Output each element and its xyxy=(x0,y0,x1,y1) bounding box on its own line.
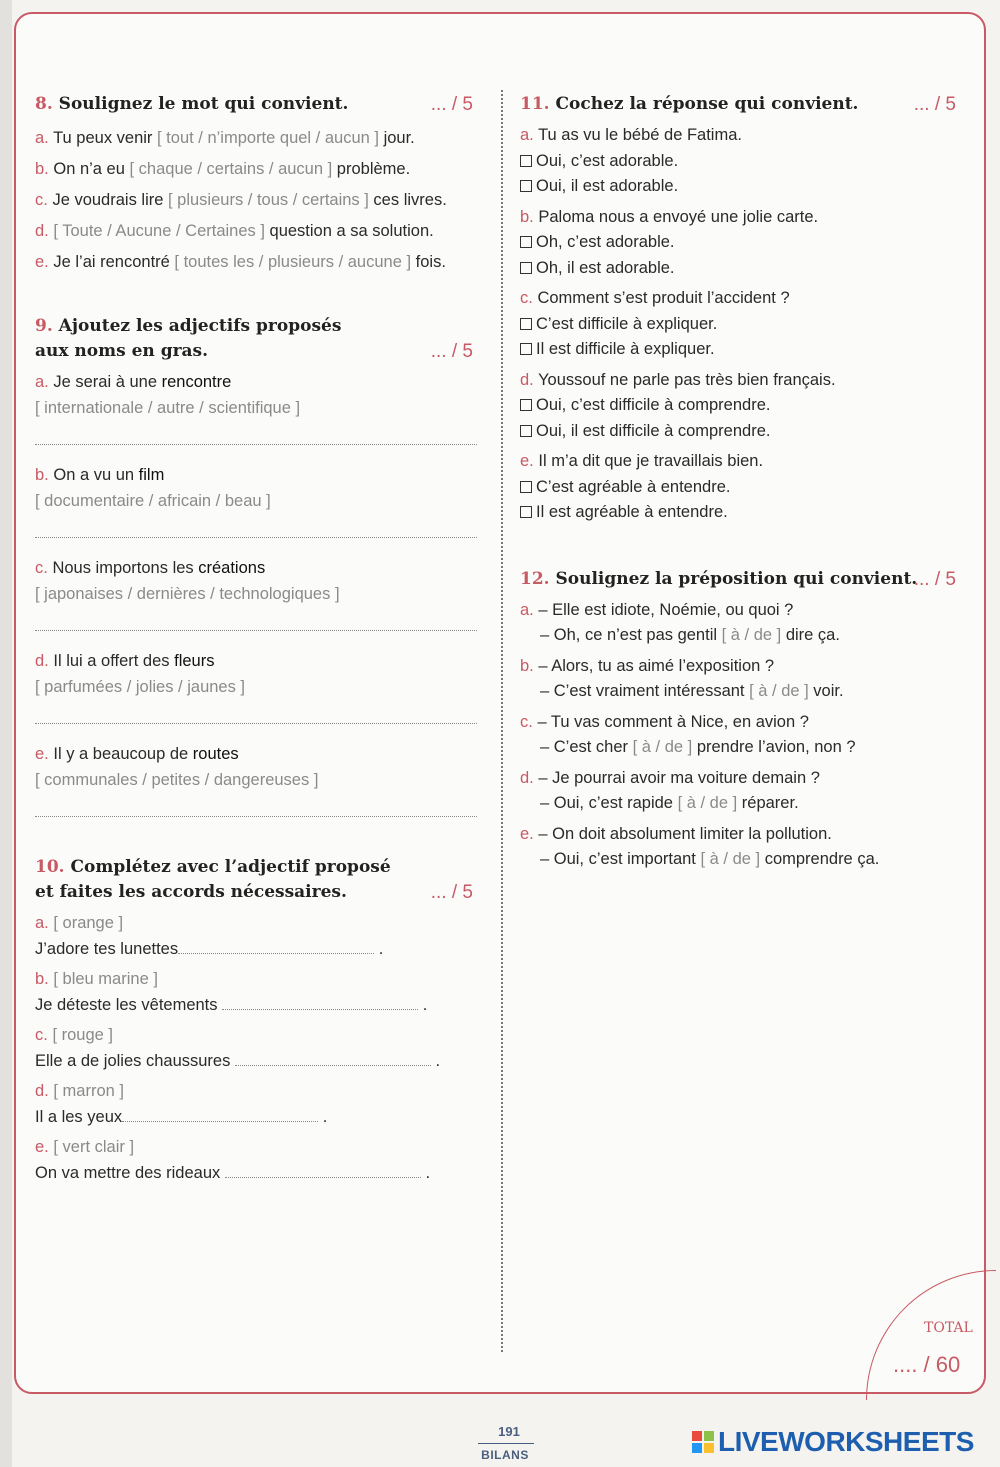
dialogue-line: – Oh, ce n’est pas gentil xyxy=(540,626,722,644)
checkbox[interactable] xyxy=(520,425,532,437)
exercise-12-title xyxy=(520,567,960,592)
exercise-item xyxy=(35,463,485,538)
exercise-item xyxy=(520,123,960,200)
question-text: Youssouf ne parle pas très bien français. xyxy=(538,370,836,389)
answer-line[interactable] xyxy=(35,815,477,817)
adjective-hint: [ marron ] xyxy=(53,1082,124,1100)
word-options[interactable]: [ Toute / Aucune / Certaines ] xyxy=(53,222,265,240)
item-text: Tu peux venir xyxy=(53,129,158,147)
word-options[interactable]: [ plusieurs / tous / certains ] xyxy=(168,191,369,209)
brand-name: LIVEWORKSHEETS xyxy=(718,1426,974,1457)
exercise-10-title xyxy=(35,855,485,905)
exercise-item xyxy=(520,822,960,873)
word-options[interactable]: [ chaque / certains / aucun ] xyxy=(129,160,333,178)
answer-option: Oui, il est difficile à comprendre. xyxy=(536,421,771,440)
item-letter: a. xyxy=(35,914,49,932)
exercise-11 xyxy=(520,92,960,526)
item-text: Je déteste les vêtements xyxy=(35,995,218,1014)
page-number-rule xyxy=(478,1443,534,1444)
liveworksheets-logo-icon xyxy=(692,1431,714,1453)
item-text: Il lui a offert des xyxy=(53,652,175,670)
exercise-instruction: et faites les accords nécessaires. xyxy=(35,882,347,902)
checkbox[interactable] xyxy=(520,155,532,167)
word-options[interactable]: [ tout / n’importe quel / aucun ] xyxy=(157,129,379,147)
item-letter: a. xyxy=(35,129,49,147)
checkbox[interactable] xyxy=(520,262,532,274)
answer-option: Il est difficile à expliquer. xyxy=(536,340,715,358)
dialogue-line: – C’est vraiment intéressant xyxy=(540,682,750,700)
item-letter: b. xyxy=(35,160,49,178)
answer-blank[interactable] xyxy=(225,1163,421,1178)
exercise-item xyxy=(35,742,485,817)
dialogue-line: comprendre ça. xyxy=(760,850,880,868)
scan-gutter xyxy=(0,0,12,1467)
checkbox[interactable] xyxy=(520,343,532,355)
item-text: Il y a beaucoup de xyxy=(53,745,193,763)
exercise-score: ... / 5 xyxy=(913,94,956,115)
exercise-instruction: aux noms en gras. xyxy=(35,341,209,361)
bold-noun: routes xyxy=(192,745,239,763)
item-text: On va mettre des rideaux xyxy=(35,1163,221,1182)
item-letter: b. xyxy=(520,656,534,675)
item-text: jour. xyxy=(378,129,415,147)
exercise-item xyxy=(35,247,485,278)
item-letter: d. xyxy=(35,1082,49,1100)
checkbox[interactable] xyxy=(520,318,532,330)
exercise-instruction: Ajoutez les adjectifs proposés xyxy=(58,316,342,336)
exercise-item xyxy=(35,911,485,962)
period: . xyxy=(322,1107,328,1126)
item-letter: b. xyxy=(520,207,534,226)
exercise-item xyxy=(520,710,960,761)
dialogue-line: – Tu vas comment à Nice, en avion ? xyxy=(537,712,809,731)
exercise-item xyxy=(520,286,960,363)
period: . xyxy=(378,939,384,958)
item-letter: d. xyxy=(35,652,49,670)
preposition-options[interactable]: [ à / de ] xyxy=(700,850,761,868)
item-letter: a. xyxy=(520,126,534,144)
item-letter: a. xyxy=(520,600,534,619)
exercise-item xyxy=(35,1135,485,1186)
item-letter: e. xyxy=(520,824,534,843)
exercise-instruction: Soulignez le mot qui convient. xyxy=(58,94,349,114)
exercise-item xyxy=(35,185,485,216)
question-text: Tu as vu le bébé de Fatima. xyxy=(538,126,742,144)
checkbox[interactable] xyxy=(520,506,532,518)
answer-option: Oui, il est adorable. xyxy=(536,177,679,195)
item-letter: d. xyxy=(520,370,534,389)
item-text: On n’a eu xyxy=(53,160,130,178)
item-text: J’adore tes lunettes xyxy=(35,939,179,958)
item-text: Il a les yeux xyxy=(35,1107,123,1126)
exercise-item xyxy=(520,654,960,705)
exercise-item xyxy=(520,449,960,526)
exercise-item xyxy=(520,598,960,649)
answer-line[interactable] xyxy=(35,536,477,538)
exercise-number: 11. xyxy=(520,94,550,114)
answer-option: Oui, c’est difficile à comprendre. xyxy=(536,396,771,414)
dialogue-line: – Je pourrai avoir ma voiture demain ? xyxy=(538,768,820,787)
item-letter: b. xyxy=(35,970,49,988)
dialogue-line: – Alors, tu as aimé l’exposition ? xyxy=(538,656,775,675)
exercise-item xyxy=(35,556,485,631)
item-text: fois. xyxy=(411,253,446,271)
exercise-number: 8. xyxy=(35,94,53,114)
item-text: ces livres. xyxy=(368,191,447,209)
answer-option: Oh, il est adorable. xyxy=(536,258,675,277)
item-letter: c. xyxy=(35,191,48,209)
total-score: .... / 60 xyxy=(893,1352,961,1377)
period: . xyxy=(435,1051,441,1070)
dialogue-line: – C’est cher xyxy=(540,738,633,756)
exercise-item xyxy=(35,967,485,1018)
item-letter: d. xyxy=(520,768,534,787)
dialogue-line: voir. xyxy=(808,682,844,700)
exercise-item xyxy=(520,205,960,282)
question-text: Comment s’est produit l’accident ? xyxy=(537,289,790,307)
item-letter: d. xyxy=(35,222,49,240)
checkbox[interactable] xyxy=(520,399,532,411)
checkbox[interactable] xyxy=(520,481,532,493)
item-letter: a. xyxy=(35,373,49,391)
checkbox[interactable] xyxy=(520,236,532,248)
exercise-9-title xyxy=(35,314,485,364)
exercise-item xyxy=(35,649,485,724)
exercise-instruction: Soulignez la préposition qui convient. xyxy=(555,568,918,589)
answer-option: C’est agréable à entendre. xyxy=(536,477,731,496)
answer-blank[interactable] xyxy=(122,1107,318,1122)
exercise-score: ... / 5 xyxy=(913,568,956,590)
exercise-12 xyxy=(520,567,960,873)
checkbox[interactable] xyxy=(520,180,532,192)
answer-option: Il est agréable à entendre. xyxy=(536,503,728,521)
item-letter: c. xyxy=(35,559,48,577)
column-divider xyxy=(501,90,503,1352)
answer-blank[interactable] xyxy=(178,939,374,954)
item-text: problème. xyxy=(332,160,411,178)
period: . xyxy=(425,1163,431,1182)
exercise-item xyxy=(35,216,485,247)
question-text: Paloma nous a envoyé une jolie carte. xyxy=(538,207,819,226)
exercise-item xyxy=(520,368,960,445)
item-letter: e. xyxy=(35,253,49,271)
answer-line[interactable] xyxy=(35,629,477,631)
adjective-hint: [ rouge ] xyxy=(52,1026,113,1044)
bold-noun: film xyxy=(138,466,165,484)
answer-line[interactable] xyxy=(35,443,477,445)
dialogue-line: – On doit absolument limiter la pollution. xyxy=(538,824,832,843)
exercise-instruction: Cochez la réponse qui convient. xyxy=(555,94,859,114)
adjective-hint: [ vert clair ] xyxy=(53,1138,135,1156)
preposition-options[interactable]: [ à / de ] xyxy=(677,794,738,812)
item-text: question a sa solution. xyxy=(264,222,434,240)
item-text: Je l’ai rencontré xyxy=(53,253,175,271)
answer-blank[interactable] xyxy=(222,995,418,1010)
answer-option: C’est difficile à expliquer. xyxy=(536,314,718,333)
adjective-options: [ internationale / autre / scientifique ] xyxy=(35,398,301,417)
question-text: Il m’a dit que je travaillais bien. xyxy=(538,452,764,470)
bold-noun: rencontre xyxy=(161,373,232,391)
adjective-hint: [ bleu marine ] xyxy=(53,970,158,988)
preposition-options[interactable]: [ à / de ] xyxy=(632,738,693,756)
exercise-8-title xyxy=(35,92,485,117)
word-options[interactable]: [ toutes les / plusieurs / aucune ] xyxy=(174,253,412,271)
exercise-number: 10. xyxy=(35,857,65,877)
exercise-score: ... / 5 xyxy=(430,341,473,362)
item-letter: b. xyxy=(35,466,49,484)
item-text: On a vu un xyxy=(53,466,139,484)
section-name: BILANS xyxy=(481,1448,529,1462)
exercise-item xyxy=(35,370,485,445)
exercise-item xyxy=(35,154,485,185)
dialogue-line: prendre l’avion, non ? xyxy=(692,738,856,756)
item-letter: e. xyxy=(520,452,534,470)
page-number: 191 xyxy=(498,1424,520,1439)
item-letter: e. xyxy=(35,1138,49,1156)
item-text: Je serai à une xyxy=(53,373,162,391)
answer-option: Oui, c’est adorable. xyxy=(536,151,679,170)
bold-noun: fleurs xyxy=(174,652,215,670)
exercise-10 xyxy=(35,855,485,1186)
adjective-hint: [ orange ] xyxy=(53,914,124,932)
exercise-8 xyxy=(35,92,485,278)
adjective-options: [ documentaire / africain / beau ] xyxy=(35,491,271,510)
exercise-item xyxy=(520,766,960,817)
dialogue-line: dire ça. xyxy=(781,626,840,644)
item-letter: c. xyxy=(35,1026,48,1044)
dialogue-line: – Oui, c’est rapide xyxy=(540,794,678,812)
dialogue-line: – Elle est idiote, Noémie, ou quoi ? xyxy=(538,600,794,619)
period: . xyxy=(422,995,428,1014)
left-column xyxy=(35,92,485,1191)
exercise-score: ... / 5 xyxy=(430,882,473,903)
answer-line[interactable] xyxy=(35,722,477,724)
preposition-options[interactable]: [ à / de ] xyxy=(721,626,782,644)
dialogue-line: réparer. xyxy=(737,794,799,812)
exercise-instruction: Complétez avec l’adjectif proposé xyxy=(70,857,391,877)
item-letter: c. xyxy=(520,712,533,731)
exercise-number: 9. xyxy=(35,316,53,336)
adjective-options: [ parfumées / jolies / jaunes ] xyxy=(35,677,246,696)
dialogue-line: – Oui, c’est important xyxy=(540,850,701,868)
item-text: Elle a de jolies chaussures xyxy=(35,1051,231,1070)
adjective-options: [ japonaises / dernières / technologiques ] xyxy=(35,584,340,603)
answer-blank[interactable] xyxy=(235,1051,431,1066)
exercise-9 xyxy=(35,314,485,817)
bold-noun: créations xyxy=(198,559,266,577)
preposition-options[interactable]: [ à / de ] xyxy=(749,682,809,700)
exercise-number: 12. xyxy=(520,568,550,589)
liveworksheets-brand xyxy=(692,1424,974,1460)
exercise-item xyxy=(35,1079,485,1130)
item-text: Je voudrais lire xyxy=(52,191,168,209)
total-label: TOTAL xyxy=(924,1320,973,1336)
exercise-item xyxy=(35,123,485,154)
item-text: Nous importons les xyxy=(52,559,199,577)
answer-option: Oh, c’est adorable. xyxy=(536,233,675,251)
right-column xyxy=(520,92,960,878)
exercise-11-title xyxy=(520,92,960,117)
adjective-options: [ communales / petites / dangereuses ] xyxy=(35,770,319,789)
item-letter: e. xyxy=(35,745,49,763)
exercise-item xyxy=(35,1023,485,1074)
item-letter: c. xyxy=(520,289,533,307)
exercise-score: ... / 5 xyxy=(430,94,473,115)
